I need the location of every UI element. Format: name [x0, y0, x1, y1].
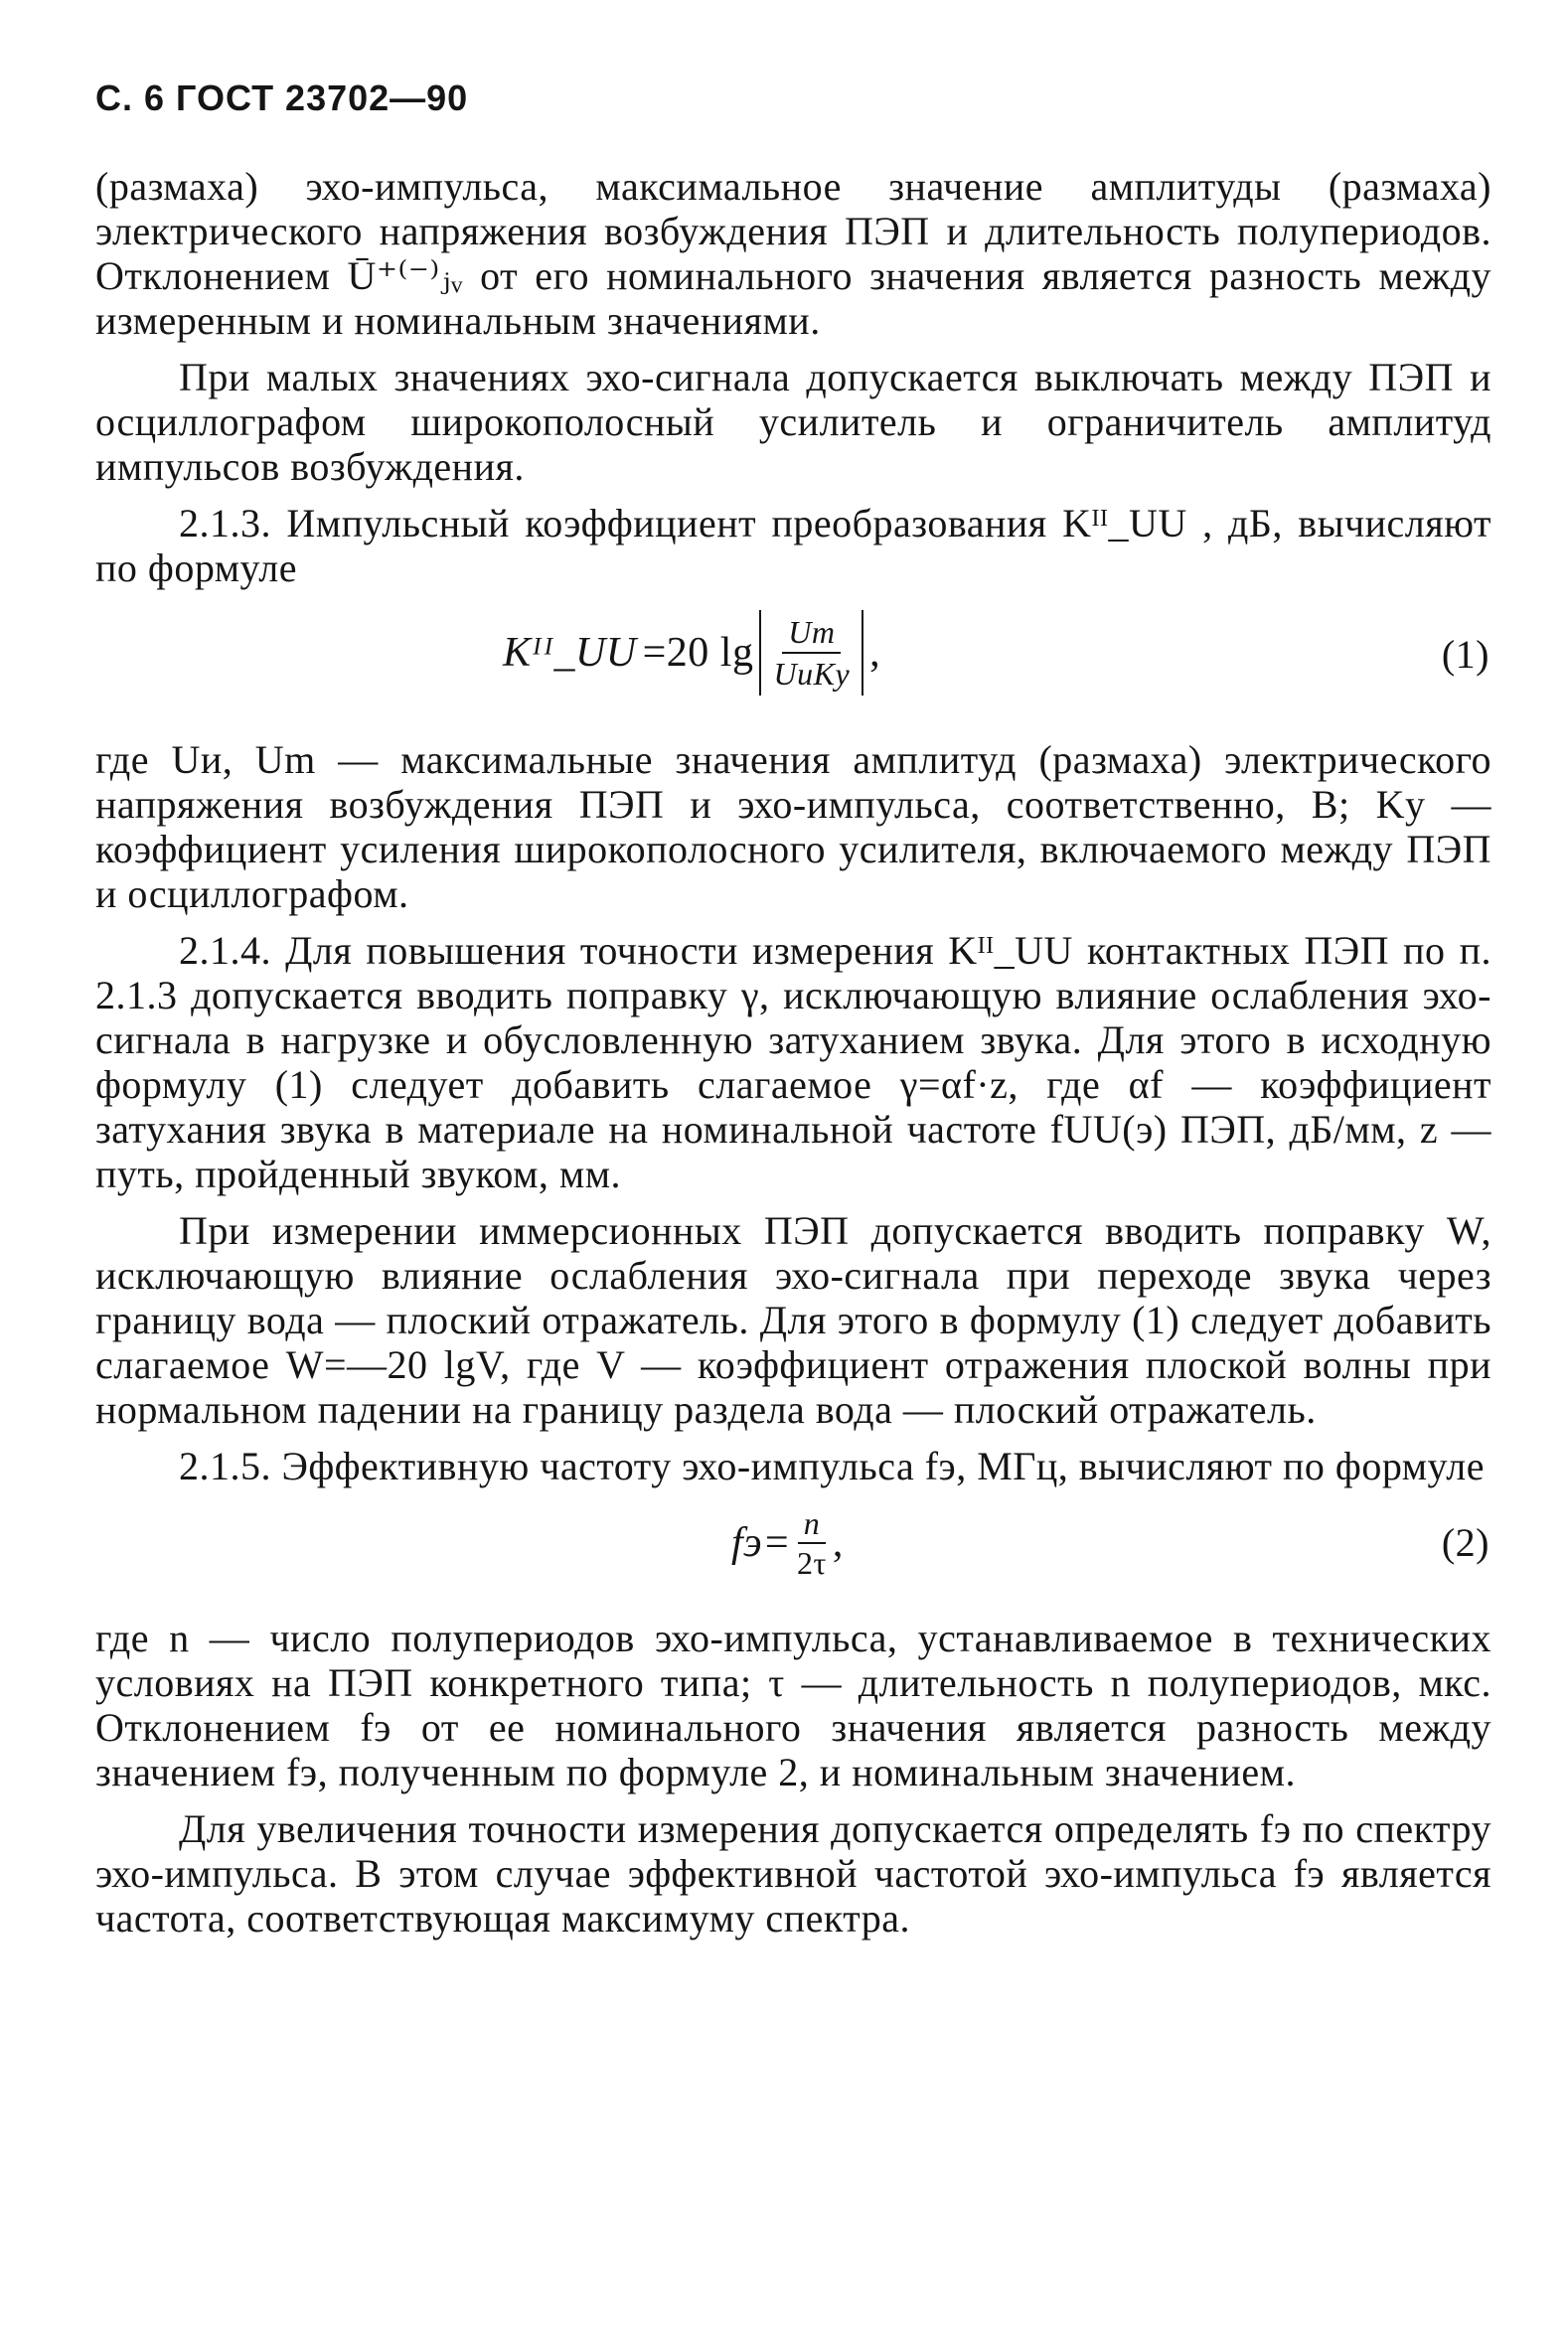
paragraph-5: 2.1.4. Для повышения точности измерения Kᴵᴵ_UU контактных ПЭП по п. 2.1.3 допускается вводить поправку γ, исключающую влияние ослабления эхо-сигнала в нагрузке и обусловленную затуханием звука. Для этого в исходную формулу (1) следует добавить слагаемое γ=αf·z, где αf — коэффициент затухания звука в материале на номинальной частоте fUU(э) ПЭП, дБ/мм, z — путь, пройденный звуком, мм.	[95, 928, 1491, 1196]
abs-bar-right	[862, 610, 863, 696]
formula-1	[95, 602, 1491, 721]
abs-bar-left	[759, 610, 761, 696]
formula-1-expression	[503, 610, 880, 696]
paragraph-8: где n — число полупериодов эхо-импульса, устанавливаемое в технических условиях на ПЭП конкретного типа; τ — длительность n полупериодов, мкс. Отклонением fэ от ее номинального значения является разность между значением fэ, полученным по формуле 2, и номинальным значением.	[95, 1616, 1491, 1794]
formula-2-tail: ,	[832, 1519, 844, 1566]
formula-1-denominator: UиKу	[773, 656, 851, 692]
formula-2	[95, 1500, 1491, 1600]
formula-2-numerator: n	[798, 1504, 827, 1544]
formula-1-eq: =20 lg	[642, 629, 754, 676]
formula-2-lhs: fэ=	[731, 1519, 792, 1566]
formula-2-denominator: 2τ	[797, 1545, 827, 1581]
body-text	[95, 164, 1491, 1952]
formula-1-numerator: Um	[782, 612, 841, 654]
paragraph-6: При измерении иммерсионных ПЭП допускается вводить поправку W, исключающую влияние ослабления эхо-сигнала при переходе звука через границу вода — плоский отражатель. Для этого в формулу (1) следует добавить слагаемое W=—20 lgV, где V — коэффициент отражения плоской волны при нормальном падении на границу раздела вода — плоский отражатель.	[95, 1208, 1491, 1432]
equation-number-1: (1)	[1441, 632, 1490, 677]
paragraph-7: 2.1.5. Эффективную частоту эхо-импульса fэ, МГц, вычисляют по формуле	[179, 1444, 1486, 1488]
formula-1-tail: ,	[869, 629, 881, 676]
paragraph-4: где Uи, Um — максимальные значения амплитуд (размаха) электрического напряжения возбуждения ПЭП и эхо-импульса, соответственно, В; Kу — коэффициент усиления широкополосного усилителя, включаемого между ПЭП и осциллографом.	[95, 737, 1491, 916]
paragraph-9: Для увеличения точности измерения допускается определять fэ по спектру эхо-импульса. В этом случае эффективной частотой эхо-импульса fэ является частота, соответствующая максимуму спектра.	[95, 1806, 1491, 1941]
formula-2-fraction	[797, 1504, 827, 1582]
formula-1-fraction	[773, 612, 850, 694]
equation-number-2: (2)	[1441, 1520, 1490, 1565]
paragraph-2: При малых значениях эхо-сигнала допускается выключать между ПЭП и осциллографом широкополосный усилитель и ограничитель амплитуд импульсов возбуждения.	[95, 355, 1491, 489]
paragraph-3: 2.1.3. Импульсный коэффициент преобразования Kᴵᴵ_UU , дБ, вычисляют по формуле	[95, 501, 1491, 590]
formula-2-expression	[731, 1504, 844, 1582]
formula-1-lhs: Kᴵᴵ_UU	[503, 629, 637, 676]
paragraph-1: (размаха) эхо-импульса, максимальное значение амплитуды (размаха) электрического напряжения возбуждения ПЭП и длительность полупериодов. Отклонением Ū⁺⁽⁻⁾ⱼᵥ от его номинального значения является разность между измеренным и номинальным значениями.	[95, 164, 1491, 343]
running-head: С. 6 ГОСТ 23702—90	[95, 78, 469, 118]
